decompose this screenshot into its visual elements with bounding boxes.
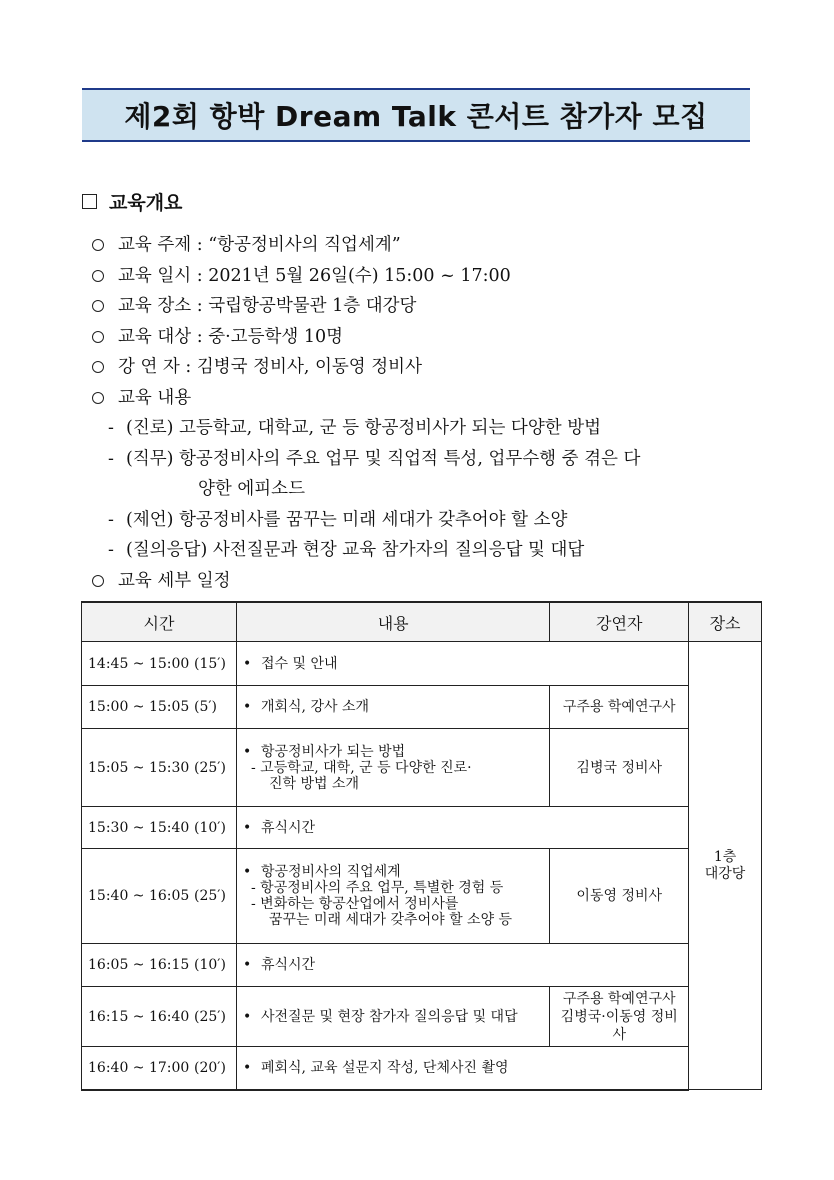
content-item: - (제언) 항공정비사를 꿈꾸는 미래 세대가 갖추어야 할 소양 bbox=[108, 509, 568, 530]
content-cell: • 휴식시간 bbox=[236, 807, 688, 849]
speaker-cell: 이동영 정비사 bbox=[550, 849, 689, 944]
time-cell: 16:15 ~ 16:40 (25′) bbox=[82, 987, 237, 1047]
content-cell: • 항공정비사의 직업세계 - 항공정비사의 주요 업무, 특별한 경험 등 - 변화하는 항공산업에서 정비사를 꿈꾸는 미래 세대가 갖추어야 할 소양 등 bbox=[236, 849, 549, 944]
content-cell: • 항공정비사가 되는 방법 - 고등학교, 대학, 군 등 다양한 진로· 진학 방법 소개 bbox=[236, 729, 549, 807]
overview-theme: 교육 주제 : “항공정비사의 직업세계” bbox=[90, 230, 770, 261]
header-speaker: 강연자 bbox=[550, 602, 689, 642]
header-content: 내용 bbox=[236, 602, 549, 642]
table-row bbox=[82, 849, 762, 944]
table-header-row bbox=[82, 602, 762, 642]
table-row bbox=[82, 642, 762, 686]
table-row bbox=[82, 729, 762, 807]
circle-bullet-icon bbox=[92, 575, 104, 587]
page-title: 제2회 항박 Dream Talk 콘서트 참가자 모집 bbox=[124, 100, 708, 133]
speaker-cell: 김병국 정비사 bbox=[550, 729, 689, 807]
circle-bullet-icon bbox=[92, 392, 104, 404]
circle-bullet-icon bbox=[92, 270, 104, 282]
time-cell: 15:30 ~ 15:40 (10′) bbox=[82, 807, 237, 849]
title-banner bbox=[82, 88, 750, 142]
time-cell: 16:40 ~ 17:00 (20′) bbox=[82, 1047, 237, 1090]
content-item-continued: 양한 에피소드 bbox=[198, 479, 305, 499]
content-cell: • 접수 및 안내 bbox=[236, 642, 688, 686]
time-cell: 15:05 ~ 15:30 (25′) bbox=[82, 729, 237, 807]
time-cell: 15:00 ~ 15:05 (5′) bbox=[82, 686, 237, 729]
place-cell: 1층 대강당 bbox=[689, 642, 762, 1090]
header-place: 장소 bbox=[689, 602, 762, 642]
overview-schedule-label: 교육 세부 일정 bbox=[90, 566, 770, 597]
overview-speakers: 강 연 자 : 김병국 정비사, 이동영 정비사 bbox=[90, 352, 770, 383]
table-row bbox=[82, 987, 762, 1047]
circle-bullet-icon bbox=[92, 300, 104, 312]
overview-target: 교육 대상 : 중·고등학생 10명 bbox=[90, 322, 770, 353]
speaker-cell: 구주용 학예연구사 bbox=[550, 686, 689, 729]
time-cell: 14:45 ~ 15:00 (15′) bbox=[82, 642, 237, 686]
section-heading bbox=[82, 188, 182, 215]
content-item: - (진로) 고등학교, 대학교, 군 등 항공정비사가 되는 다양한 방법 bbox=[108, 418, 602, 438]
circle-bullet-icon bbox=[92, 239, 104, 251]
table-row bbox=[82, 1047, 762, 1090]
content-cell: • 휴식시간 bbox=[236, 944, 688, 987]
circle-bullet-icon bbox=[92, 361, 104, 373]
overview-list bbox=[90, 230, 770, 596]
time-cell: 15:40 ~ 16:05 (25′) bbox=[82, 849, 237, 944]
content-item: - (질의응답) 사전질문과 현장 교육 참가자의 질의응답 및 대답 bbox=[108, 540, 585, 560]
square-bullet-icon bbox=[82, 194, 97, 209]
section-title: 교육개요 bbox=[109, 192, 183, 214]
overview-date: 교육 일시 : 2021년 5월 26일(수) 15:00 ~ 17:00 bbox=[90, 261, 770, 292]
content-cell: • 개회식, 강사 소개 bbox=[236, 686, 549, 729]
time-cell: 16:05 ~ 16:15 (10′) bbox=[82, 944, 237, 987]
overview-content-label: 교육 내용 bbox=[90, 383, 770, 414]
table-row bbox=[82, 686, 762, 729]
speaker-cell: 구주용 학예연구사 김병국·이동영 정비사 bbox=[550, 987, 689, 1047]
table-row bbox=[82, 807, 762, 849]
overview-venue: 교육 장소 : 국립항공박물관 1층 대강당 bbox=[90, 291, 770, 322]
content-item: - (직무) 항공정비사의 주요 업무 및 직업적 특성, 업무수행 중 겪은 다 bbox=[108, 448, 641, 469]
header-time: 시간 bbox=[82, 602, 237, 642]
schedule-table bbox=[81, 601, 762, 1091]
content-cell: • 폐회식, 교육 설문지 작성, 단체사진 촬영 bbox=[236, 1047, 688, 1090]
table-row bbox=[82, 944, 762, 987]
content-cell: • 사전질문 및 현장 참가자 질의응답 및 대답 bbox=[236, 987, 549, 1047]
circle-bullet-icon bbox=[92, 331, 104, 343]
